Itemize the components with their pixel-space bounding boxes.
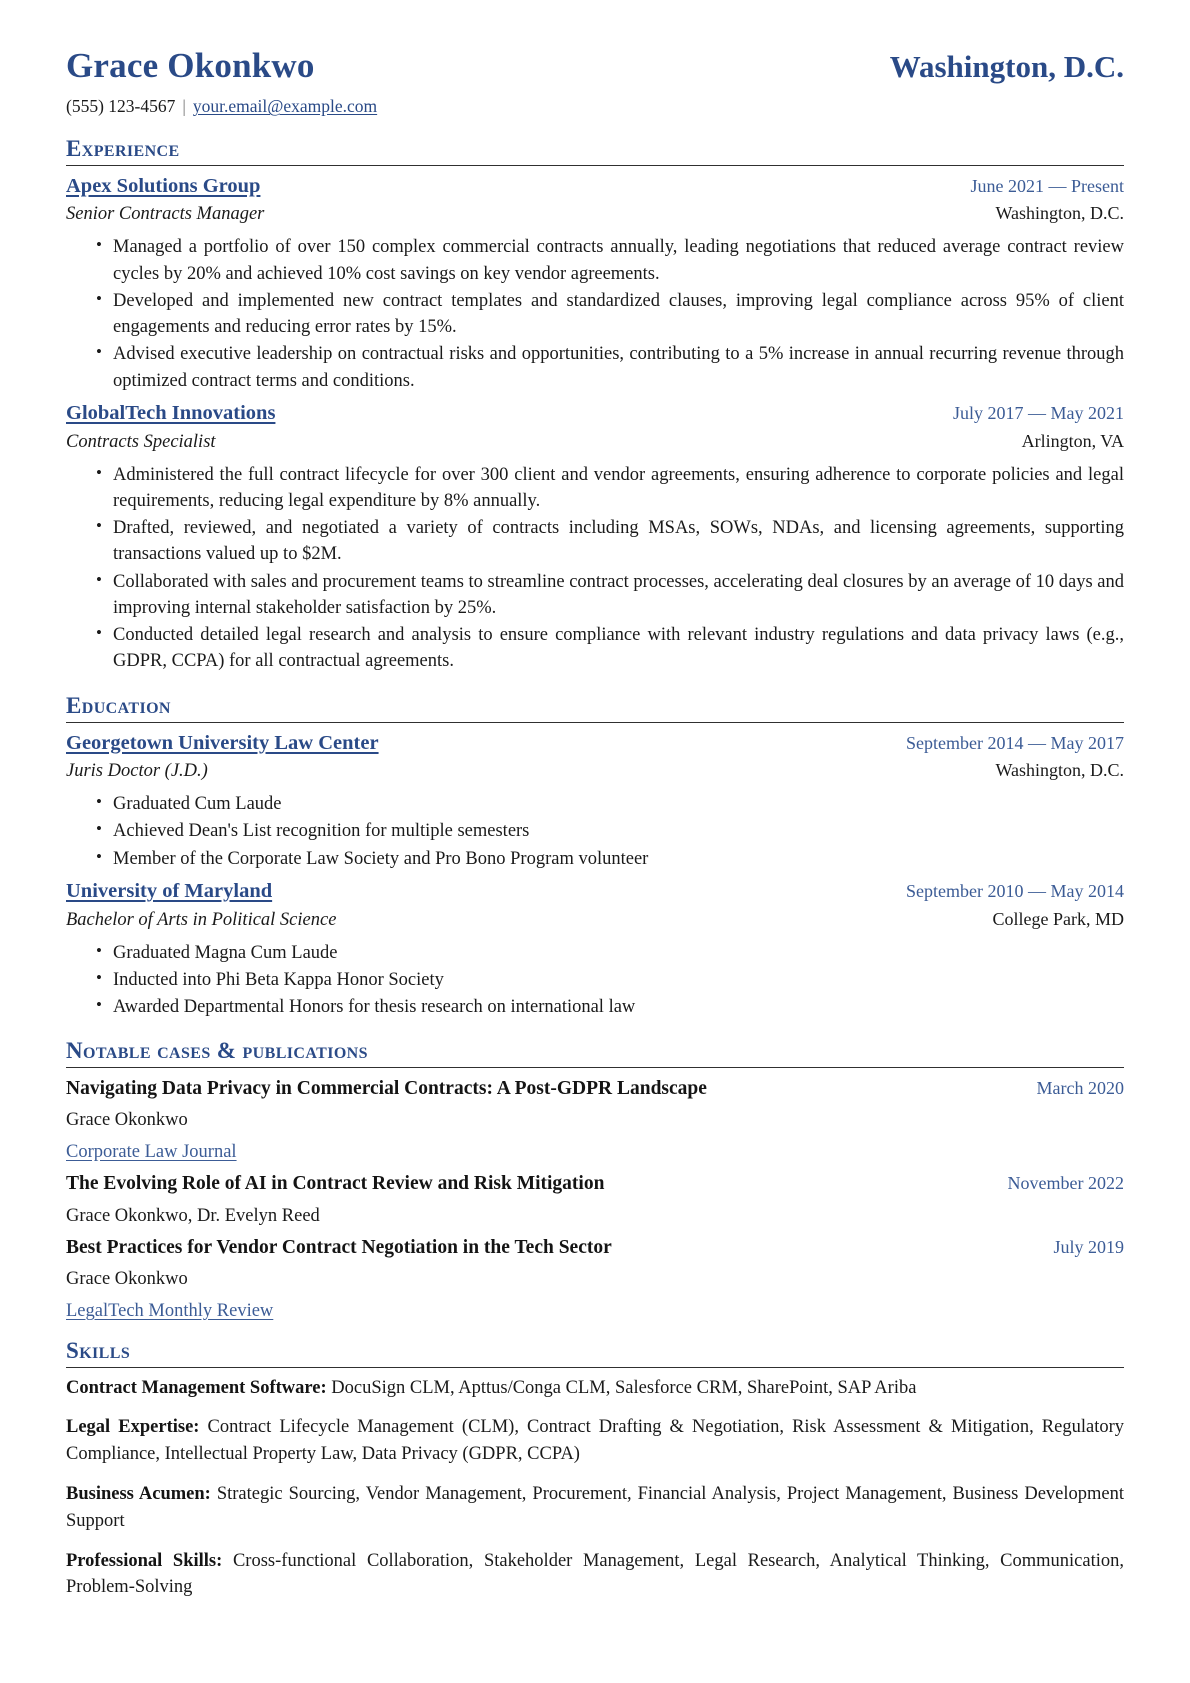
- bullet-item: • Graduated Cum Laude: [96, 791, 1124, 817]
- bullet-item: • Developed and implemented new contract templates and standardized clauses, improving legal compliance across 95% of client engagements and reducing error rates by 15%.: [96, 288, 1124, 341]
- publication-header: [66, 1234, 1124, 1261]
- publication-date: March 2020: [1036, 1078, 1124, 1099]
- section-rule: [66, 165, 1124, 166]
- email-link[interactable]: your.email@example.com: [192, 96, 378, 117]
- entry-bullet-list: [66, 234, 1124, 394]
- skill-category-label: Business Acumen:: [66, 1484, 211, 1505]
- section-experience: [66, 136, 1124, 675]
- publication-authors: Grace Okonkwo: [66, 1110, 188, 1131]
- publication-entry: [66, 1075, 1124, 1165]
- organization-name[interactable]: GlobalTech Innovations: [66, 401, 276, 424]
- entry-location: Washington, D.C.: [995, 203, 1124, 224]
- section-skills: [66, 1338, 1124, 1601]
- section-title-publications: Notable cases & publications: [66, 1038, 368, 1064]
- entry-date-range: September 2014 — May 2017: [906, 732, 1124, 753]
- entry-bullet-list: [66, 791, 1124, 872]
- publication-date: November 2022: [1007, 1173, 1124, 1194]
- skill-row: [66, 1481, 1124, 1535]
- bullet-item: • Managed a portfolio of over 150 complex commercial contracts annually, leading negotiations that reduced average contract review cycles by 20% and achieved 10% cost savings on key vendor agreements.: [96, 234, 1124, 287]
- entry-date-range: July 2017 — May 2021: [953, 402, 1124, 423]
- school-name[interactable]: Georgetown University Law Center: [66, 731, 379, 754]
- bullet-item: • Collaborated with sales and procurement teams to streamline contract processes, accelerating deal closures by an average of 10 days and improving internal stakeholder satisfaction by 25%.: [96, 569, 1124, 622]
- section-rule: [66, 1367, 1124, 1368]
- skill-category-label: Professional Skills:: [66, 1550, 223, 1571]
- publication-title: Navigating Data Privacy in Commercial Contracts: A Post-GDPR Landscape: [66, 1078, 707, 1100]
- section-title-education: Education: [66, 692, 171, 718]
- publication-title: The Evolving Role of AI in Contract Review and Risk Mitigation: [66, 1173, 605, 1195]
- publication-date: July 2019: [1053, 1236, 1124, 1257]
- entry-location: Arlington, VA: [1021, 430, 1124, 451]
- resume-header: [66, 46, 1124, 86]
- publication-journal-link[interactable]: LegalTech Monthly Review: [66, 1300, 274, 1321]
- entry-header: [66, 173, 1124, 201]
- bullet-item: • Member of the Corporate Law Society and Pro Bono Program volunteer: [96, 846, 1124, 872]
- entry-location: College Park, MD: [992, 908, 1124, 929]
- publication-entry: [66, 1170, 1124, 1228]
- candidate-name: Grace Okonkwo: [66, 46, 315, 85]
- section-title-experience: Experience: [66, 136, 180, 161]
- contact-line: [66, 95, 1124, 118]
- bullet-item: • Inducted into Phi Beta Kappa Honor Society: [96, 967, 1124, 993]
- skill-items: Contract Lifecycle Management (CLM), Contract Drafting & Negotiation, Risk Assessment & Mitigation, Regulatory Compliance, Intellectual Property Law, Data Privacy (GDPR, CCPA): [66, 1417, 1124, 1465]
- entry-bullet-list: [66, 462, 1124, 675]
- contact-separator: |: [182, 96, 186, 117]
- entry-header: [66, 878, 1124, 906]
- publication-entry: [66, 1234, 1124, 1324]
- entry-header: [66, 730, 1124, 758]
- job-title: Contracts Specialist: [66, 431, 216, 452]
- education-entry: [66, 878, 1124, 1020]
- bullet-item: • Achieved Dean's List recognition for multiple semesters: [96, 818, 1124, 844]
- degree-title: Bachelor of Arts in Political Science: [66, 909, 337, 930]
- entry-header: [66, 400, 1124, 428]
- bullet-item: • Conducted detailed legal research and analysis to ensure compliance with relevant industry regulations and data privacy laws (e.g., GDPR, CCPA) for all contractual agreements.: [96, 622, 1124, 675]
- section-publications: [66, 1038, 1124, 1323]
- bullet-item: • Graduated Magna Cum Laude: [96, 940, 1124, 966]
- publication-title: Best Practices for Vendor Contract Negotiation in the Tech Sector: [66, 1236, 612, 1258]
- skill-row: [66, 1414, 1124, 1468]
- section-rule: [66, 722, 1124, 723]
- skill-items: Cross-functional Collaboration, Stakeholder Management, Legal Research, Analytical Thinking, Communication, Problem-Solving: [66, 1550, 1125, 1598]
- job-title: Senior Contracts Manager: [66, 204, 265, 225]
- skill-category-label: Contract Management Software:: [66, 1377, 327, 1398]
- section-title-skills: Skills: [66, 1337, 131, 1363]
- publication-header: [66, 1075, 1124, 1102]
- bullet-item: • Drafted, reviewed, and negotiated a variety of contracts including MSAs, SOWs, NDAs, and licensing agreements, supporting transactions valued up to $2M.: [96, 515, 1124, 568]
- publication-journal-link[interactable]: Corporate Law Journal: [66, 1142, 237, 1163]
- section-rule: [66, 1067, 1124, 1068]
- candidate-location: Washington, D.C.: [889, 49, 1124, 84]
- publication-authors: Grace Okonkwo, Dr. Evelyn Reed: [66, 1205, 320, 1226]
- bullet-item: • Awarded Departmental Honors for thesis research on international law: [96, 994, 1124, 1020]
- bullet-item: • Advised executive leadership on contractual risks and opportunities, contributing to a 5% increase in annual recurring revenue through optimized contract terms and conditions.: [96, 341, 1124, 394]
- entry-subheader: [66, 201, 1124, 227]
- entry-date-range: June 2021 — Present: [970, 175, 1124, 196]
- bullet-item: • Administered the full contract lifecycle for over 300 client and vendor agreements, ensuring adherence to corporate policies and legal requirements, reducing legal expenditure by 8% annually.: [96, 462, 1124, 515]
- school-name[interactable]: University of Maryland: [66, 879, 273, 902]
- skill-items: Strategic Sourcing, Vendor Management, Procurement, Financial Analysis, Project Management, Business Development Support: [66, 1484, 1125, 1531]
- skill-row: [66, 1375, 1124, 1402]
- entry-subheader: [66, 429, 1124, 455]
- organization-name[interactable]: Apex Solutions Group: [66, 174, 261, 197]
- skill-items: DocuSign CLM, Apttus/Conga CLM, Salesforce CRM, SharePoint, SAP Ariba: [331, 1377, 917, 1398]
- skill-row: [66, 1548, 1124, 1602]
- publication-header: [66, 1170, 1124, 1197]
- degree-title: Juris Doctor (J.D.): [66, 761, 208, 782]
- entry-subheader: [66, 907, 1124, 933]
- experience-entry: [66, 400, 1124, 675]
- entry-subheader: [66, 758, 1124, 784]
- skill-category-label: Legal Expertise:: [66, 1417, 200, 1438]
- experience-entry: [66, 173, 1124, 394]
- publication-authors: Grace Okonkwo: [66, 1268, 188, 1289]
- phone-number: (555) 123-4567: [66, 96, 176, 117]
- entry-bullet-list: [66, 940, 1124, 1021]
- entry-date-range: September 2010 — May 2014: [906, 880, 1124, 901]
- education-entry: [66, 730, 1124, 872]
- section-education: [66, 693, 1124, 1021]
- entry-location: Washington, D.C.: [995, 760, 1124, 781]
